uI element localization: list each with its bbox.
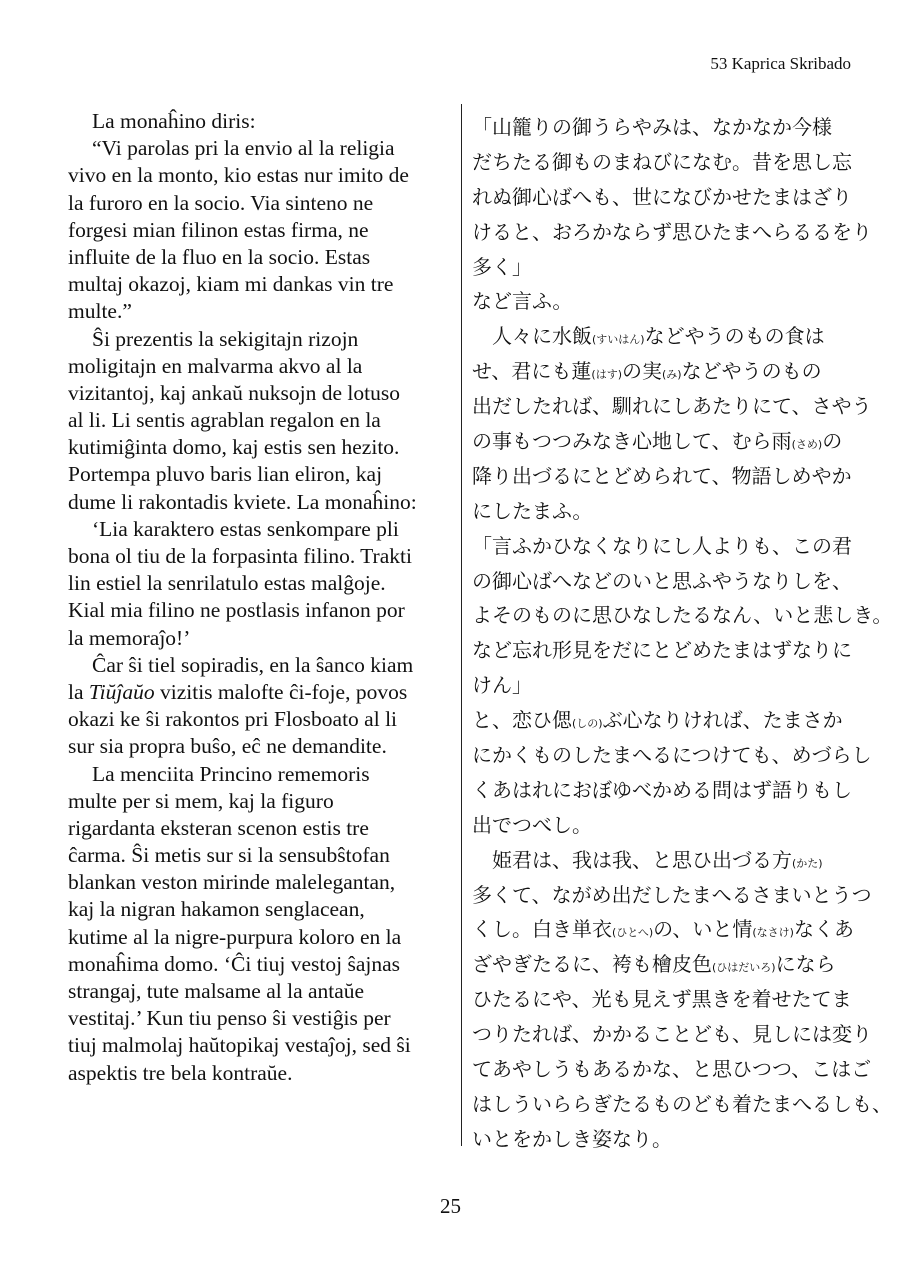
text-line: aspektis tre bela kontraŭe. [68,1060,293,1085]
text-line: 姫君は、我は我、と思ひ出づる方(かた) [492,847,823,872]
text-line: La monaĥino diris: [92,109,256,133]
text-line: “Vi parolas pri la envio al la religia [92,136,395,161]
text-line: の御心ばへなどのいと思ふやうなりしを、 [472,568,852,593]
text-line: la memoraĵo!’ [68,625,191,650]
text-line: いとをかしき姿なり。 [472,1126,672,1151]
ruby-reading: (すいはん) [592,333,645,347]
text-line: にしたまふ。 [472,498,593,523]
text-line: けん」 [472,673,532,698]
text-line: moligitajn en malvarma akvo al la [68,353,363,378]
page-number: 25 [440,1194,461,1218]
text-fragment: la [68,679,89,704]
text-line: vestitaj.’ Kun tiu penso ŝi vestiĝis per [68,1006,391,1031]
text-line: と、恋ひ偲(しの)ぶ心なりければ、たまさか [472,708,843,733]
text-line: 多く」 [472,254,532,279]
italic-proper-name: Tiŭĵaŭo [88,679,155,704]
text-line: al li. Li sentis agrablan regalon en la [68,408,381,433]
ruby-reading: (はす) [591,368,622,382]
text-line: ĉarma. Ŝi metis sur si la sensubŝtofan [68,843,390,868]
text-line: 「言ふかひなくなりにし人よりも、この君 [472,533,852,558]
text-line: multaj okazoj, kiam mi dankas vin tre [68,272,394,297]
text-line: にかくものしたまへるにつけても、めづらし [472,743,872,768]
text-line: の事もつつみなき心地して、むら雨(さめ)の [472,429,843,454]
text-line: 降り出づるにとどめられて、物語しめやか [472,463,852,488]
text-line: 人々に水飯(すいはん)などやうのもの食は [492,324,825,349]
text-line: vizitantoj, kaj ankaŭ nuksojn de lotuso [68,380,401,405]
right-column-japanese-text [472,110,893,1157]
running-header: 53 Kaprica Skribado [710,54,851,73]
text-line: だちたる御ものまねびになむ。昔を思し忘 [472,149,852,174]
ruby-reading: (しの) [572,717,603,731]
column-divider [461,104,462,1146]
text-line: monaĥima domo. ‘Ĉi tiuj vestoj ŝajnas [68,951,401,976]
text-line: blankan veston mirinde malelegantan, [68,870,396,895]
text-line: てあやしうもあるかな、と思ひつつ、こはご [472,1057,872,1082]
text-line: rigardanta eksteran scenon estis tre [68,815,369,840]
left-column-esperanto-text [68,108,446,1087]
text-line: はしういららぎたるものども着たまへるしも、 [472,1091,892,1116]
ruby-reading: (ひはだいろ) [712,961,776,975]
text-line: よそのものに思ひなしたるなん、いと悲しき。 [472,603,893,628]
text-fragment: vizitis malofte ĉi-foje, povos [154,679,408,704]
text-line: せ、君にも蓮(はす)の実(み)などやうのもの [472,359,822,384]
text-line: kutimiĝinta domo, kaj estis sen hezito. [68,435,400,460]
text-line: 多くて、ながめ出だしたまへるさまいとうつ [472,882,872,907]
text-line: lin estiel la senrilatulo estas malĝoje. [68,571,386,596]
ruby-reading: (かた) [792,856,823,870]
text-line: Kial mia filino ne postlasis infanon por [68,598,405,623]
text-line: つりたれば、かかることども、見しには変り [472,1022,872,1047]
ruby-reading: (さめ) [791,438,823,452]
text-line: forgesi mian filinon estas firma, ne [68,217,369,242]
text-line: ざやぎたるに、袴も檜皮色(ひはだいろ)になら [472,952,836,977]
text-line: strangaj, tute malsame al la antaŭe [68,979,365,1003]
text-line: bona ol tiu de la forpasinta filino. Trakti [68,544,412,568]
text-line: kaj la nigran hakamon senglacean, [68,897,365,922]
text-line: multe.” [68,299,132,324]
text-line: vivo en la monto, kio estas nur imito de [68,163,409,188]
text-line: Portempa pluvo baris lian eliron, kaj [68,462,383,487]
ruby-reading: (ひとへ) [612,926,654,940]
text-line: tiuj malmolaj haŭtopikaj vestaĵoj, sed ŝi [68,1033,411,1058]
text-line: くあはれにおぼゆべかめる問はず語りもし [472,777,852,802]
text-line: sur sia propra buŝo, eĉ ne demandite. [68,734,387,759]
ruby-reading: (み) [662,368,682,382]
text-line: 出だしたれば、馴れにしあたりにて、さやう [472,394,872,419]
text-line: La menciita Princino rememoris [92,761,370,786]
text-line: 「山籠りの御うらやみは、なかなか今様 [472,115,832,139]
text-line: など忘れ形見をだにとどめたまはずなりに [472,638,852,663]
text-line: ひたるにや、光も見えず黒きを着せたてま [472,987,852,1012]
text-line: れぬ御心ばへも、世になびかせたまはざり [472,184,852,209]
text-line: けると、おろかならず思ひたまへらるるをり [472,219,872,244]
text-line-with-italic-name [68,679,446,706]
text-line: dume li rakontadis kviete. La monaĥino: [68,489,417,514]
text-line: la furoro en la socio. Via sinteno ne [68,190,374,215]
text-line: influite de la fluo en la socio. Estas [68,244,371,269]
text-line: 出でつべし。 [472,812,592,837]
text-line: など言ふ。 [472,289,573,314]
text-line: multe per si mem, kaj la figuro [68,788,334,813]
ruby-reading: (なさけ) [752,926,794,940]
text-line: okazi ke ŝi rakontos pri Flosboato al li [68,707,398,732]
text-line: ‘Lia karaktero estas senkompare pli [92,516,399,541]
text-line: くし。白き単衣(ひとへ)の、いと情(なさけ)なくあ [472,917,854,942]
text-line: Ŝi prezentis la sekigitajn rizojn [92,326,359,351]
text-line: kutime al la nigre-purpura koloro en la [68,924,402,949]
text-line: Ĉar ŝi tiel sopiradis, en la ŝanco kiam [92,652,414,677]
